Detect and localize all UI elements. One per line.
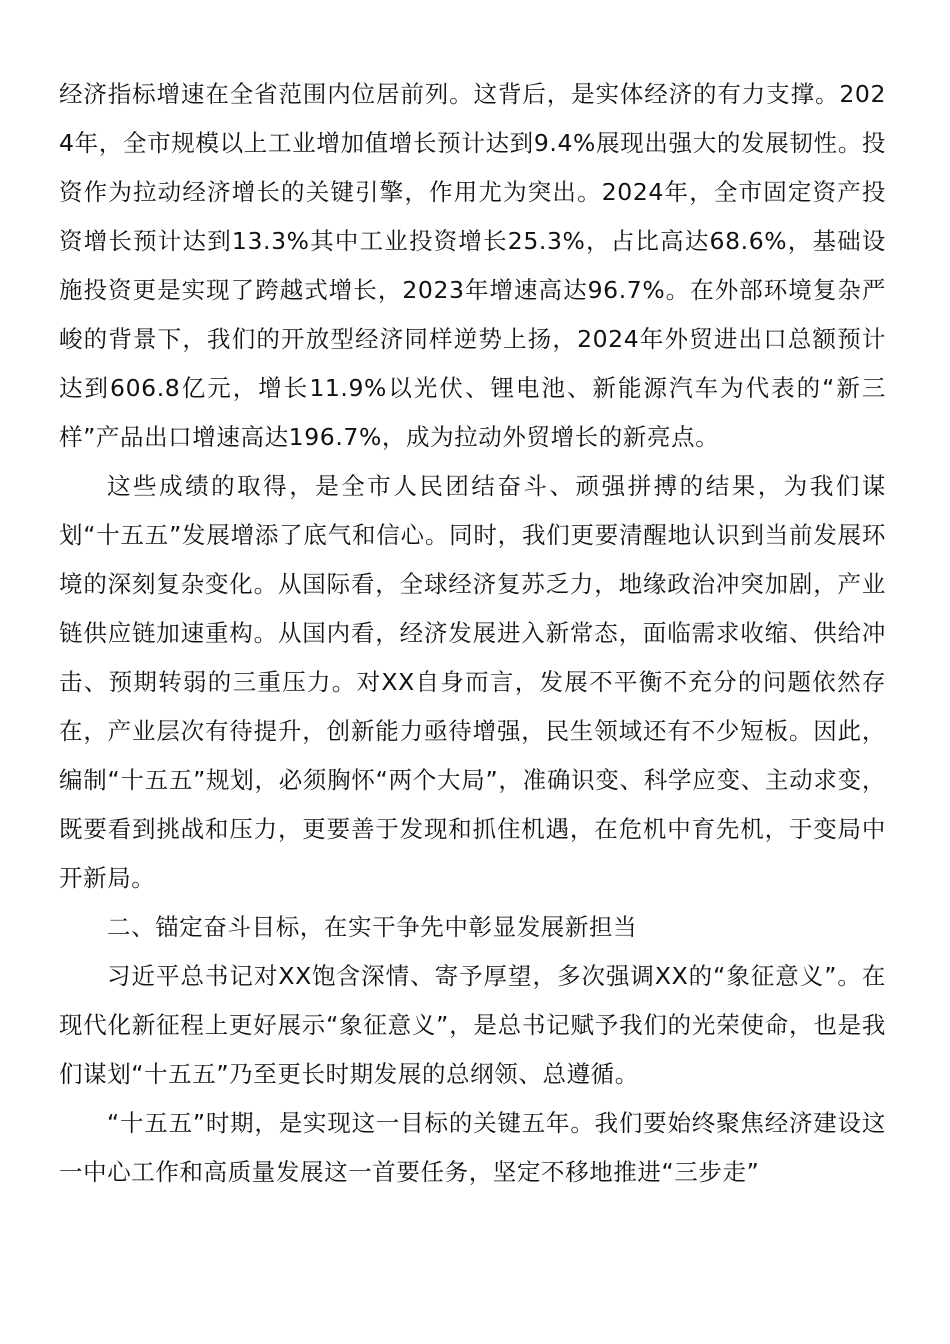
paragraph-symbolic-meaning: 习近平总书记对XX饱含深情、寄予厚望，多次强调XX的“象征意义”。在现代化新征程上更好展示“象征意义”，是总书记赋予我们的光荣使命，也是我们谋划“十五五”乃至更长时期发展的总纲领、总遵循。 — [59, 962, 886, 1088]
paragraph-economic-indicators: 经济指标增速在全省范围内位居前列。这背后，是实体经济的有力支撑。2024年，全市规模以上工业增加值增长预计达到9.4%展现出强大的发展韧性。投资作为拉动经济增长的关键引擎，作用尤为突出。2024年，全市固定资产投资增长预计达到13.3%其中工业投资增长25.3%，占比高达68.6%，基础设施投资更是实现了跨越式增长，2023年增速高达96.7%。在外部环境复杂严峻的背景下，我们的开放型经济同样逆势上扬，2024年外贸进出口总额预计达到606.8亿元，增长11.9%以光伏、锂电池、新能源汽车为代表的“新三样”产品出口增速高达196.7%，成为拉动外贸增长的新亮点。 — [59, 80, 886, 451]
paragraph-achievements-and-challenges: 这些成绩的取得，是全市人民团结奋斗、顽强拼搏的结果，为我们谋划“十五五”发展增添了底气和信心。同时，我们更要清醒地认识到当前发展环境的深刻复杂变化。从国际看，全球经济复苏乏力，地缘政治冲突加剧，产业链供应链加速重构。从国内看，经济发展进入新常态，面临需求收缩、供给冲击、预期转弱的三重压力。对XX自身而言，发展不平衡不充分的问题依然存在，产业层次有待提升，创新能力亟待增强，民生领域还有不少短板。因此，编制“十五五”规划，必须胸怀“两个大局”，准确识变、科学应变、主动求变，既要看到挑战和压力，更要善于发现和抓住机遇，在危机中育先机，于变局中开新局。 — [59, 472, 886, 892]
section-heading-two: 二、锚定奋斗目标，在实干争先中彰显发展新担当 — [107, 913, 638, 941]
paragraph-fifteenth-five-year: “十五五”时期，是实现这一目标的关键五年。我们要始终聚焦经济建设这一中心工作和高质量发展这一首要任务，坚定不移地推进“三步走” — [59, 1109, 886, 1186]
